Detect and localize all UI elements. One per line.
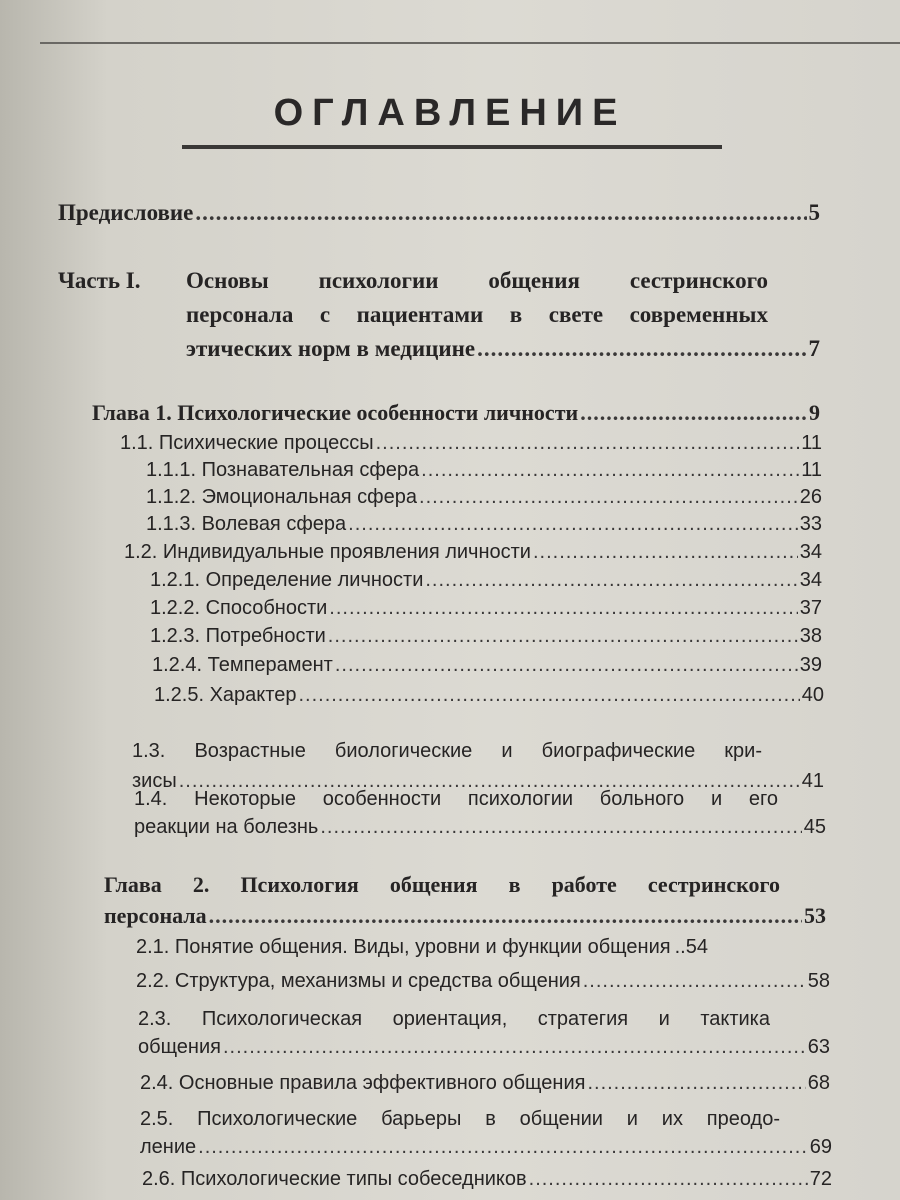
section-title: 1.2.5. Характер: [154, 684, 297, 706]
toc-entry-1-4-line-1: 1.4. Некоторые особенности психологии больного и его: [134, 788, 778, 810]
page-number: 41: [801, 770, 824, 792]
leader-dots: [425, 569, 797, 592]
section-title: 2.2. Структура, механизмы и средства общения: [136, 970, 581, 992]
page-number: 37: [799, 597, 822, 619]
leader-dots: [477, 336, 806, 362]
page-number: 68: [807, 1072, 830, 1094]
page-number: 45: [803, 816, 826, 838]
toc-entry-1-4: [134, 816, 826, 839]
page-number: ..54: [674, 936, 708, 958]
toc-entry-2-6: [142, 1168, 832, 1191]
chapter-title: Глава 1. Психологические особенности личности: [92, 400, 579, 425]
toc-entry-1-2: [124, 541, 822, 564]
toc-entry-1-1-2: [146, 486, 822, 509]
page-number: 69: [809, 1136, 832, 1158]
leader-dots: [533, 541, 798, 564]
section-title: 1.2.2. Способности: [150, 597, 328, 619]
page-number: 9: [809, 400, 820, 425]
toc-entry-label: Предисловие: [58, 200, 194, 225]
chapter-2-title-line-1: Глава 2. Психология общения в работе сестринского: [104, 872, 780, 897]
page-number: 5: [808, 200, 820, 225]
page-title: ОГЛАВЛЕНИЕ: [273, 92, 627, 134]
page-number: 11: [801, 432, 822, 454]
page-number: 58: [807, 970, 830, 992]
toc-entry-2-3-line-1: 2.3. Психологическая ориентация, стратегия и тактика: [138, 1008, 770, 1030]
leader-dots: [583, 970, 806, 993]
toc-entry-2-1: [136, 936, 830, 959]
page-number: 34: [799, 541, 822, 563]
part-prefix: Часть I.: [58, 268, 141, 293]
page-number: 7: [808, 336, 820, 361]
leader-dots: [348, 513, 798, 536]
leader-dots: [587, 1072, 805, 1095]
toc-entry-1-1-3: [146, 513, 822, 536]
leader-dots: [298, 684, 799, 707]
section-title: 1.1.3. Волевая сфера: [146, 513, 347, 535]
page-number: 39: [799, 654, 822, 676]
toc-entry-1-2-1: [150, 569, 822, 592]
leader-dots: [320, 816, 801, 839]
section-title-continued: реакции на болезнь: [134, 816, 319, 838]
toc-entry-1-3-line-1: 1.3. Возрастные биологические и биографические кри-: [132, 740, 762, 762]
section-title: 1.2.3. Потребности: [150, 625, 326, 647]
page-number: 40: [801, 684, 824, 706]
page-number: 38: [799, 625, 822, 647]
page-number: 72: [809, 1168, 832, 1190]
section-title: 1.1.1. Познавательная сфера: [146, 459, 420, 481]
section-title: 1.2.4. Темперамент: [152, 654, 333, 676]
toc-entry-1-2-4: [152, 654, 822, 677]
section-title: 1.1.2. Эмоциональная сфера: [146, 486, 418, 508]
toc-entry-2-2: [136, 970, 830, 993]
leader-dots: [419, 486, 798, 509]
toc-entry-1-2-3: [150, 625, 822, 648]
page-number: 11: [801, 459, 822, 481]
toc-entry-1-2-2: [150, 597, 822, 620]
toc-entry-chapter-2: [104, 903, 826, 929]
toc-entry-2-3: [138, 1036, 830, 1059]
section-title-continued: зисы: [132, 770, 177, 792]
section-title: 1.2.1. Определение личности: [150, 569, 424, 591]
leader-dots: [223, 1036, 806, 1059]
chapter-title-continued: персонала: [104, 903, 207, 928]
page-number: 34: [799, 569, 822, 591]
page-number: 33: [799, 513, 822, 535]
leader-dots: [198, 1136, 808, 1159]
section-title-continued: ление: [140, 1136, 197, 1158]
toc-entry-chapter-1: [92, 400, 820, 426]
leader-dots: [209, 903, 802, 929]
section-title: 1.1. Психические процессы: [120, 432, 374, 454]
leader-dots: [580, 400, 807, 426]
leader-dots: [328, 625, 798, 648]
toc-entry-2-5-line-1: 2.5. Психологические барьеры в общении и их преодо-: [140, 1108, 780, 1130]
leader-dots: [376, 432, 800, 455]
page-number: 63: [807, 1036, 830, 1058]
leader-dots: [529, 1168, 808, 1191]
page-number: 26: [799, 486, 822, 508]
toc-entry-preface: [58, 200, 820, 226]
section-title: 2.6. Психологические типы собеседников: [142, 1168, 527, 1190]
leader-dots: [421, 459, 799, 482]
toc-entry-part-1: [186, 336, 820, 362]
part-title-line-1: Основы психологии общения сестринского: [186, 268, 768, 293]
section-title-continued: общения: [138, 1036, 221, 1058]
leader-dots: [195, 200, 806, 226]
section-title: 2.4. Основные правила эффективного общения: [140, 1072, 586, 1094]
section-title: 1.2. Индивидуальные проявления личности: [124, 541, 531, 563]
page-number: 53: [804, 903, 826, 928]
leader-dots: [329, 597, 797, 620]
toc-entry-1-1-1: [146, 459, 822, 482]
leader-dots: [335, 654, 798, 677]
toc-entry-1-2-5: [154, 684, 824, 707]
section-title: 2.1. Понятие общения. Виды, уровни и функции общения: [136, 936, 671, 958]
toc-entry-1-1: [120, 432, 822, 455]
toc-entry-2-4: [140, 1072, 830, 1095]
part-title-line-2: персонала с пациентами в свете современных: [186, 302, 768, 327]
part-title-line-3: этических норм в медицине: [186, 336, 476, 361]
toc-entry-2-5: [140, 1136, 832, 1159]
